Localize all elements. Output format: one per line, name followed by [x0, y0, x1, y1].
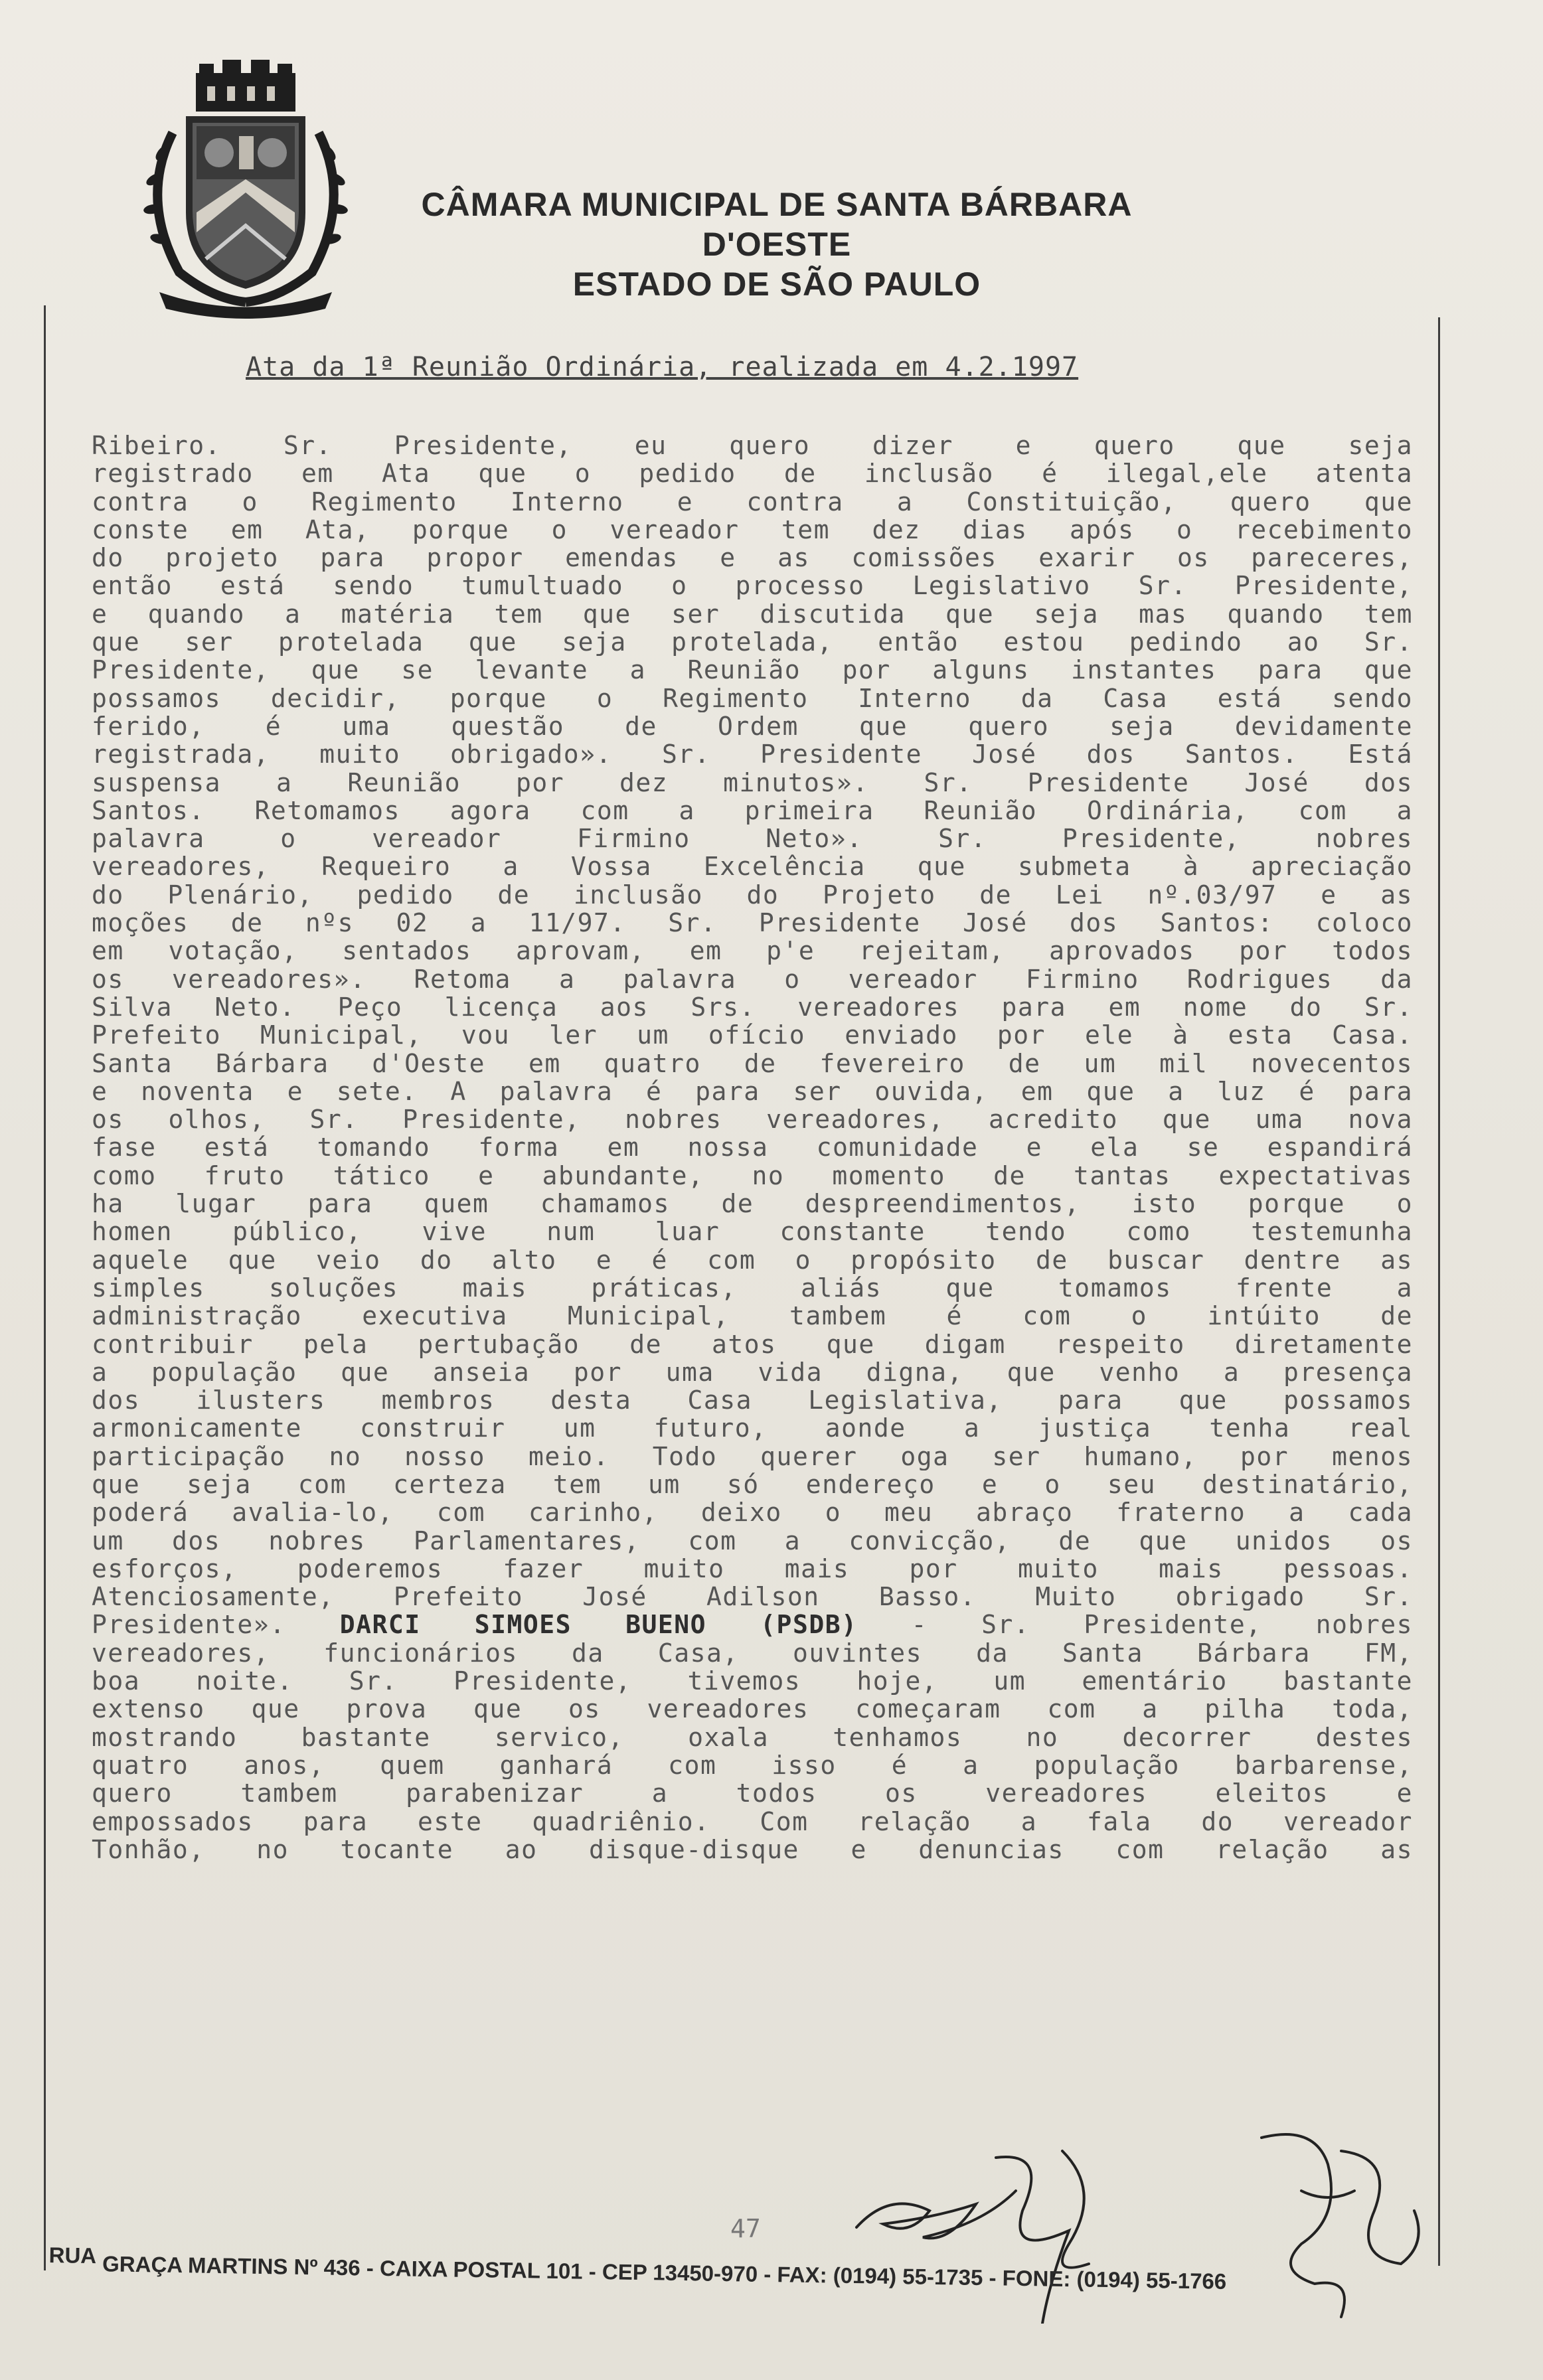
body-line-text: e noventa e sete. A palavra é para ser ouvida, em que a luz é para [92, 1077, 1413, 1106]
body-line [92, 572, 1413, 599]
body-line-text: registrado em Ata que o pedido de inclusão é ilegal,ele atenta [92, 459, 1413, 488]
body-line [92, 1105, 1413, 1133]
body-line [92, 1246, 1413, 1274]
body-line-text: esforços, poderemos fazer muito mais por muito mais pessoas. [92, 1554, 1413, 1583]
body-line [92, 1133, 1413, 1161]
body-line-text: Ribeiro. Sr. Presidente, eu quero dizer e quero que seja [92, 432, 1413, 460]
body-line [92, 909, 1413, 937]
body-line-text: possamos decidir, porque o Regimento Interno da Casa está sendo [92, 684, 1413, 712]
body-line [92, 1443, 1413, 1470]
body-line-text: poderá avalia-lo, com carinho, deixo o meu abraço fraterno a cada [92, 1498, 1413, 1527]
institution-state: ESTADO DE SÃO PAULO [572, 266, 981, 303]
body-line-text: administração executiva Municipal, tambem é com o intúito de [92, 1302, 1413, 1330]
body-line [92, 488, 1413, 516]
body-line-text: que seja com certeza tem um só endereço e o seu destinatário, [92, 1470, 1413, 1499]
body-line-text: contra o Regimento Interno e contra a Constituição, quero que [92, 487, 1413, 516]
body-line-text: como fruto tático e abundante, no momento de tantas expectativas [92, 1161, 1413, 1190]
body-line [92, 797, 1413, 825]
body-line-text: a população que anseia por uma vida digna, que venho a presença [92, 1358, 1413, 1387]
body-line [92, 1162, 1413, 1190]
body-line [92, 1077, 1413, 1105]
body-line [92, 1218, 1413, 1245]
body-line [92, 937, 1413, 965]
body-line [92, 1302, 1413, 1330]
body-line [92, 1050, 1413, 1077]
body-line-text: Presidente, que se levante a Reunião por alguns instantes para que [92, 656, 1413, 684]
footer-address-text: GRAÇA MARTINS Nº 436 - CAIXA POSTAL 101 - CEP 13450-970 - FAX: (0194) 55-1735 - FONE: (0194) 55-1766 [96, 2251, 1227, 2294]
body-line [92, 1358, 1413, 1386]
body-line-text: homen público, vive num luar constante tendo como testemunha [92, 1218, 1413, 1246]
body-line-text: do projeto para propor emendas e as comissões exarir os pareceres, [92, 544, 1413, 572]
body-line [92, 1779, 1413, 1807]
minutes-title: Ata da 1ª Reunião Ordinária, realizada em 4.2.1997 [246, 352, 1079, 382]
body-line [92, 881, 1413, 909]
left-margin-rule [44, 305, 46, 2270]
body-line-text: quatro anos, quem ganhará com isso é a população barbarense, [92, 1751, 1413, 1780]
body-line [92, 1695, 1413, 1723]
body-line [92, 1583, 1413, 1611]
body-line [92, 459, 1413, 487]
body-line-text: contribuir pela pertubação de atos que digam respeito diretamente [92, 1330, 1413, 1358]
page-number: 47 [730, 2214, 761, 2243]
footer-rua: RUA [48, 2243, 97, 2268]
body-line-text: empossados para este quadriênio. Com relação a fala do vereador [92, 1807, 1413, 1836]
body-line-text: conste em Ata, porque o vereador tem dez dias após o recebimento [92, 515, 1413, 544]
body-line [92, 712, 1413, 740]
body-line [92, 825, 1413, 852]
body-line-text: Santa Bárbara d'Oeste em quatro de fevereiro de um mil novecentos [92, 1049, 1413, 1077]
body-line-text: Santos. Retomamos agora com a primeira Reunião Ordinária, com a [92, 796, 1413, 825]
body-line-text: Silva Neto. Peço licença aos Srs. vereadores para em nome do Sr. [92, 992, 1413, 1022]
body-line-text: os olhos, Sr. Presidente, nobres vereadores, acredito que uma nova [92, 1105, 1413, 1134]
speaker-name: DARCI SIMOES BUENO (PSDB) [339, 1611, 858, 1639]
body-line-text: Prefeito Municipal, vou ler um ofício enviado por ele à esta Casa. [92, 1021, 1413, 1050]
body-line [92, 1611, 1413, 1638]
body-line-text: Presidente». [92, 1611, 340, 1639]
body-line-text: fase está tomando forma em nossa comunidade e ela se espandirá [92, 1133, 1413, 1162]
body-line [92, 769, 1413, 797]
body-line [92, 544, 1413, 572]
body-line [92, 1555, 1413, 1583]
body-line-text: e quando a matéria tem que ser discutida que seja mas quando tem [92, 599, 1413, 629]
body-line-text: ha lugar para quem chamamos de despreendimentos, isto porque o [92, 1190, 1413, 1218]
body-line [92, 1527, 1413, 1555]
body-line [92, 656, 1413, 684]
body-line-text: simples soluções mais práticas, aliás que tomamos frente a [92, 1273, 1413, 1303]
body-line-text: suspensa a Reunião por dez minutos». Sr. Presidente José dos [92, 768, 1413, 797]
body-line [92, 1190, 1413, 1218]
body-line-text: palavra o vereador Firmino Neto». Sr. Presidente, nobres [92, 825, 1413, 853]
body-line-text: um dos nobres Parlamentares, com a convicção, de que unidos os [92, 1526, 1413, 1555]
body-line [92, 1470, 1413, 1498]
body-line [92, 740, 1413, 768]
body-line [92, 1836, 1413, 1864]
body-line-text: - Sr. Presidente, nobres [857, 1611, 1413, 1639]
body-line-text: em votação, sentados aprovam, em p'e rejeitam, aprovados por todos [92, 937, 1413, 965]
coat-of-arms-icon [133, 60, 359, 319]
body-line [92, 852, 1413, 880]
body-line [92, 1274, 1413, 1302]
body-line [92, 1021, 1413, 1049]
body-line-text: vereadores, Requeiro a Vossa Excelência que submeta à apreciação [92, 852, 1413, 881]
body-line-text: que ser protelada que seja protelada, então estou pedindo ao Sr. [92, 628, 1413, 657]
body-line [92, 1330, 1413, 1358]
body-line [92, 1808, 1413, 1836]
body-line [92, 600, 1413, 628]
body-line-text: ferido, é uma questão de Ordem que quero seja devidamente [92, 712, 1413, 741]
body-line-text: boa noite. Sr. Presidente, tivemos hoje, um ementário bastante [92, 1667, 1413, 1696]
body-line [92, 516, 1413, 544]
body-line-text: Tonhão, no tocante ao disque-disque e denuncias com relação as [92, 1835, 1413, 1864]
body-line-text: dos ilusters membros desta Casa Legislativa, para que possamos [92, 1386, 1413, 1415]
body-line-text: do Plenário, pedido de inclusão do Projeto de Lei nº.03/97 e as [92, 880, 1413, 910]
body-line-text: mostrando bastante servico, oxala tenhamos no decorrer destes [92, 1723, 1413, 1751]
body-line [92, 1723, 1413, 1751]
body-line-text: vereadores, funcionários da Casa, ouvintes da Santa Bárbara FM, [92, 1638, 1413, 1668]
institution-name: CÂMARA MUNICIPAL DE SANTA BÁRBARA D'OESTE [421, 186, 1133, 263]
right-margin-rule [1438, 317, 1440, 2266]
body-line [92, 1386, 1413, 1414]
body-line-text: quero tambem parabenizar a todos os vereadores eleitos e [92, 1779, 1413, 1808]
body-line [92, 1639, 1413, 1667]
body-line-text: Atenciosamente, Prefeito José Adilson Basso. Muito obrigado Sr. [92, 1583, 1413, 1611]
body-line [92, 1751, 1413, 1779]
body-line-text: então está sendo tumultuado o processo Legislativo Sr. Presidente, [92, 572, 1413, 600]
minutes-body [92, 432, 1413, 1864]
body-line-text: aquele que veio do alto e é com o propósito de buscar dentre as [92, 1245, 1413, 1274]
body-line [92, 628, 1413, 656]
body-line [92, 1498, 1413, 1526]
body-line [92, 965, 1413, 993]
body-line-text: os vereadores». Retoma a palavra o vereador Firmino Rodrigues da [92, 965, 1413, 993]
body-line-text: participação no nosso meio. Todo querer oga ser humano, por menos [92, 1442, 1413, 1470]
body-line [92, 993, 1413, 1021]
body-line [92, 1667, 1413, 1695]
body-line [92, 1414, 1413, 1442]
body-line [92, 432, 1413, 459]
body-line [92, 684, 1413, 712]
body-line-text: armonicamente construir um futuro, aonde a justiça tenha real [92, 1414, 1413, 1443]
body-line-text: registrada, muito obrigado». Sr. Presidente José dos Santos. Está [92, 740, 1413, 769]
body-line-text: moções de nºs 02 a 11/97. Sr. Presidente José dos Santos: coloco [92, 909, 1413, 937]
institution-header [372, 185, 1182, 304]
body-line-text: extenso que prova que os vereadores começaram com a pilha toda, [92, 1695, 1413, 1723]
